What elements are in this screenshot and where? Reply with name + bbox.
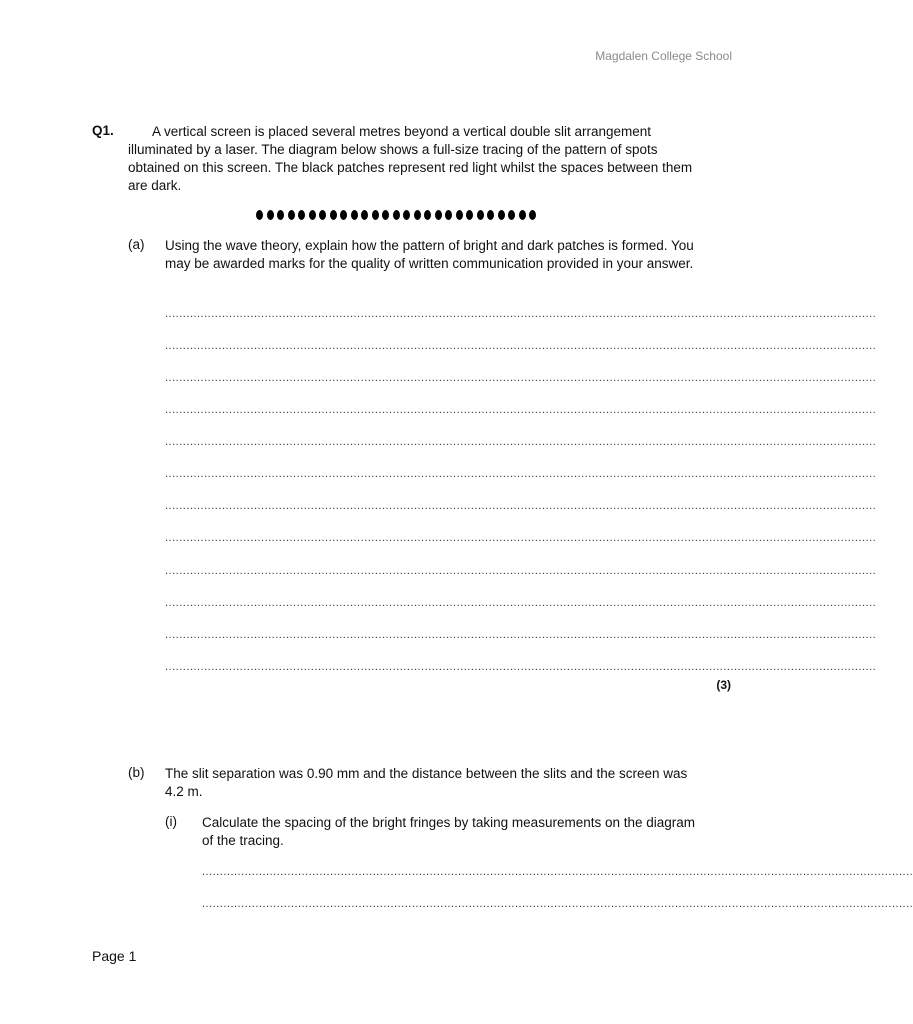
bright-fringe-spot: [330, 210, 337, 220]
part-b-i-text: Calculate the spacing of the bright fringes by taking measurements on the diagram of the tracing.: [202, 815, 696, 848]
bright-fringe-spot: [498, 210, 505, 220]
bright-fringe-spot: [298, 210, 305, 220]
bright-fringe-spot: [267, 210, 274, 220]
part-b-i-label: (i): [165, 814, 177, 829]
bright-fringe-spot: [361, 210, 368, 220]
page-number: Page 1: [92, 948, 137, 964]
bright-fringe-spot: [393, 210, 400, 220]
answer-line[interactable]: ........................................................................................................................................................................................................: [165, 661, 877, 673]
answer-line[interactable]: ........................................................................................................................................................................................................: [165, 436, 877, 448]
bright-fringe-spot: [519, 210, 526, 220]
bright-fringe-spot: [456, 210, 463, 220]
answer-line[interactable]: ........................................................................................................................................................................................................: [165, 565, 877, 577]
answer-line[interactable]: ........................................................................................................................................................................................................: [165, 340, 877, 352]
part-a-label: (a): [128, 237, 145, 252]
bright-fringe-spot: [382, 210, 389, 220]
question-number: Q1.: [92, 123, 114, 138]
school-header: Magdalen College School: [595, 49, 732, 63]
bright-fringe-spot: [403, 210, 410, 220]
bright-fringe-spot: [435, 210, 442, 220]
answer-line[interactable]: ........................................................................................................................................................................................................: [165, 629, 877, 641]
bright-fringe-spot: [445, 210, 452, 220]
bright-fringe-spot: [256, 210, 263, 220]
part-b-text: The slit separation was 0.90 mm and the distance between the slits and the screen was 4.2 m.: [165, 766, 688, 799]
answer-line[interactable]: ........................................................................................................................................................................................................: [165, 597, 877, 609]
marks-allocation: (3): [716, 678, 731, 692]
bright-fringe-spot: [424, 210, 431, 220]
bright-fringe-spot: [288, 210, 295, 220]
bright-fringe-spot: [372, 210, 379, 220]
part-b-label: (b): [128, 765, 145, 780]
bright-fringe-spot: [414, 210, 421, 220]
answer-line[interactable]: ........................................................................................................................................................................................................: [165, 404, 877, 416]
part-a-text: Using the wave theory, explain how the pattern of bright and dark patches is formed. You may be awarded marks for the quality of written communication provided in your answer.: [165, 238, 694, 271]
answer-line[interactable]: ........................................................................................................................................................................................................: [165, 468, 877, 480]
bright-fringe-spot: [466, 210, 473, 220]
bright-fringe-spot: [508, 210, 515, 220]
answer-line[interactable]: ........................................................................................................................................................................................................: [165, 372, 877, 384]
fringe-pattern-diagram: [256, 210, 536, 220]
bright-fringe-spot: [319, 210, 326, 220]
bright-fringe-spot: [477, 210, 484, 220]
bright-fringe-spot: [487, 210, 494, 220]
answer-line[interactable]: ........................................................................................................................................................................................................: [165, 532, 877, 544]
bright-fringe-spot: [351, 210, 358, 220]
bright-fringe-spot: [340, 210, 347, 220]
bright-fringe-spot: [529, 210, 536, 220]
bright-fringe-spot: [277, 210, 284, 220]
question-intro: A vertical screen is placed several metres beyond a vertical double slit arrangement illuminated by a laser. The diagram below shows a full-size tracing of the pattern of spots obtained on this screen. The black patches represent red light whilst the spaces between them are dark.: [128, 124, 693, 193]
answer-line[interactable]: ........................................................................................................................................................................................................: [165, 308, 877, 320]
bright-fringe-spot: [309, 210, 316, 220]
answer-line[interactable]: ........................................................................................................................................................................................................: [202, 866, 913, 878]
answer-line[interactable]: ........................................................................................................................................................................................................: [202, 898, 913, 910]
answer-line[interactable]: ........................................................................................................................................................................................................: [165, 500, 877, 512]
